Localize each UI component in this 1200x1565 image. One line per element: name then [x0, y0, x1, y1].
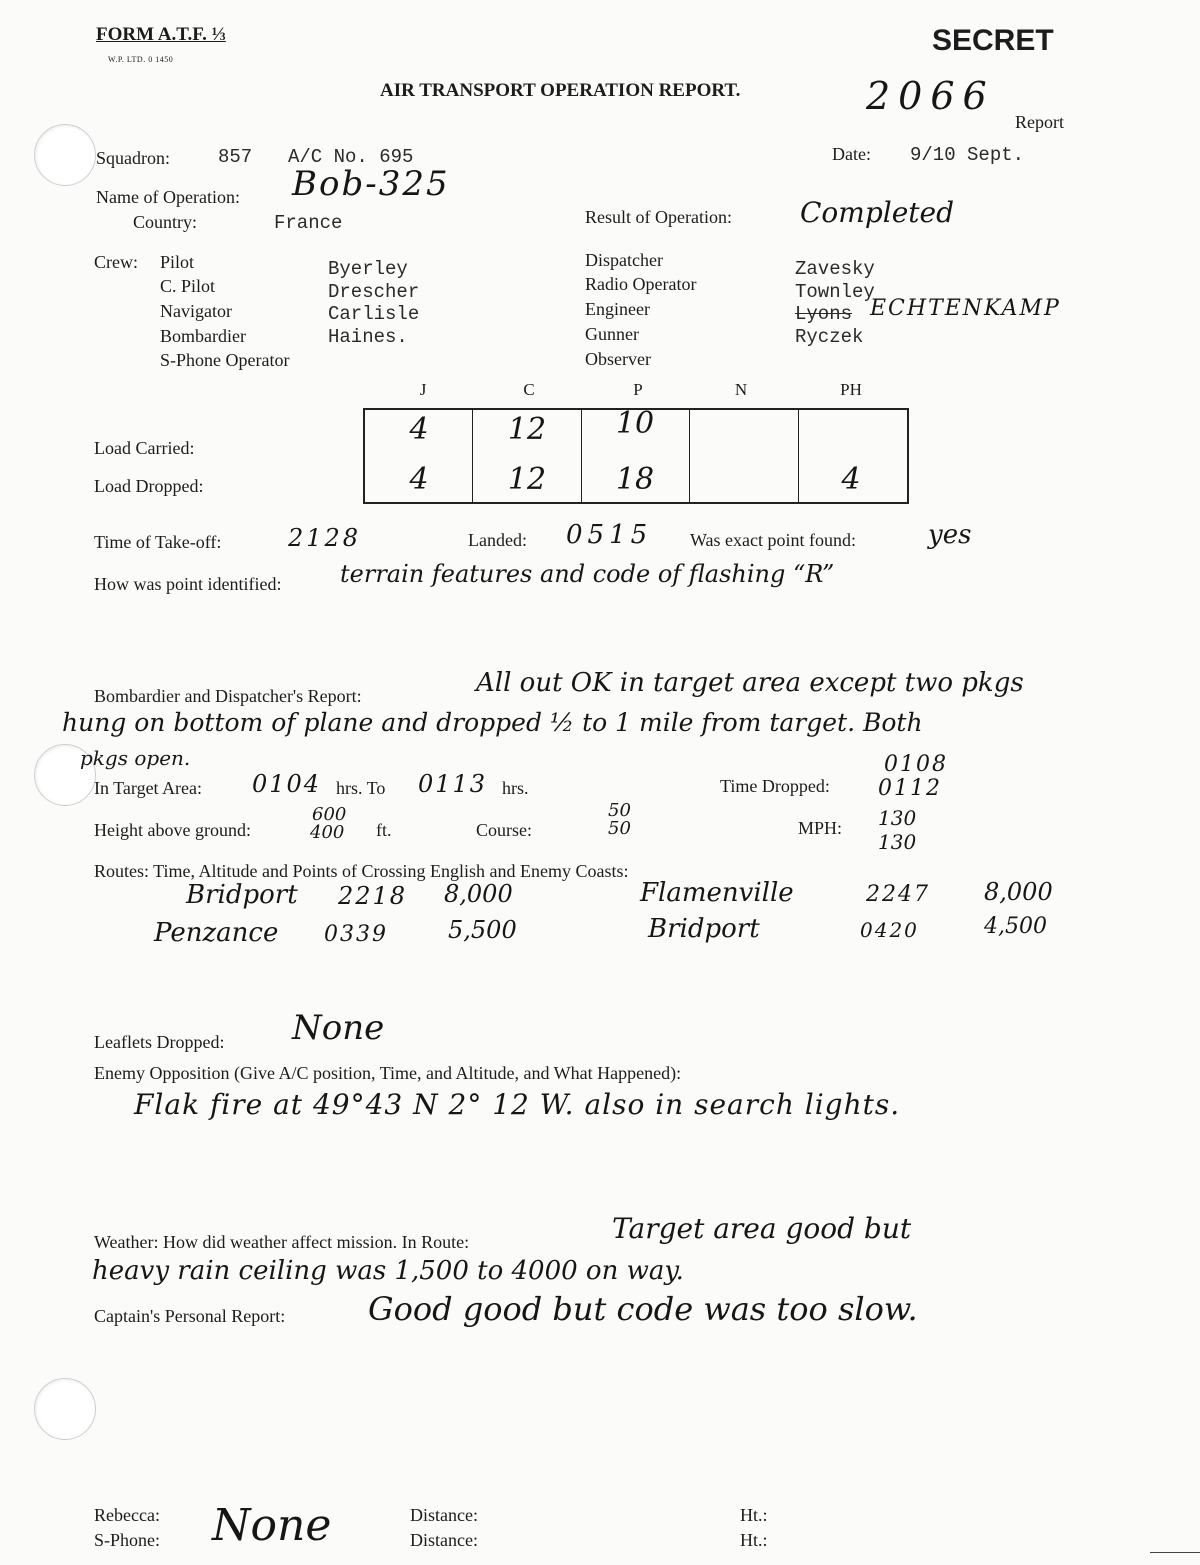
- weather-line2: heavy rain ceiling was 1,500 to 4000 on way.: [92, 1256, 684, 1286]
- route-2-english-point: Penzance: [154, 918, 279, 948]
- corner-mark: [1150, 1552, 1200, 1553]
- role-navigator: Navigator: [160, 301, 232, 321]
- bombardier-report-line2: hung on bottom of plane and dropped ½ to 1 mile from target. Both: [62, 708, 923, 737]
- carried-j: 4: [409, 412, 429, 447]
- carried-c: 12: [507, 412, 547, 447]
- load-carried-label: Load Carried:: [94, 438, 195, 458]
- time-dropped-2: 0112: [878, 776, 942, 801]
- rebecca-sphone-value: None: [212, 1500, 332, 1551]
- bombardier-report-label: Bombardier and Dispatcher's Report:: [94, 686, 362, 706]
- point-identified-label: How was point identified:: [94, 574, 282, 594]
- bombardier-report-line3: pkgs open.: [80, 746, 191, 770]
- carried-p: 10: [615, 406, 655, 441]
- load-col-ph: PH: [840, 380, 862, 399]
- punch-hole-top: [34, 124, 96, 186]
- dropped-j: 4: [409, 462, 429, 497]
- name-engineer-struck: Lyons: [795, 303, 853, 325]
- rebecca-height-label: Ht.:: [740, 1505, 768, 1525]
- operation-value: Bob-325: [292, 164, 450, 204]
- captain-report-label: Captain's Personal Report:: [94, 1306, 286, 1326]
- route-2-enemy-point: Bridport: [648, 914, 760, 944]
- target-area-label: In Target Area:: [94, 778, 203, 798]
- weather-label: Weather: How did weather affect mission. In Route:: [94, 1232, 470, 1252]
- exact-point-label: Was exact point found:: [690, 530, 857, 550]
- page-title: AIR TRANSPORT OPERATION REPORT.: [380, 80, 741, 101]
- exact-point-value: yes: [928, 520, 972, 550]
- enemy-opposition-value: Flak fire at 49°43 N 2° 12 W. also in search lights.: [134, 1088, 901, 1121]
- role-observer: Observer: [585, 349, 651, 369]
- date-label: Date:: [832, 144, 871, 164]
- landed-label: Landed:: [468, 530, 527, 550]
- height-value-2: 400: [310, 822, 345, 843]
- load-col-p: P: [633, 380, 643, 399]
- squadron-label: Squadron:: [96, 148, 170, 168]
- name-gunner: Ryczek: [795, 326, 864, 348]
- mph-value-1: 130: [878, 806, 917, 830]
- role-bombardier: Bombardier: [160, 326, 246, 346]
- date-value: 9/10 Sept.: [910, 144, 1025, 166]
- route-2-english-alt: 5,500: [448, 916, 517, 944]
- load-col-c: C: [523, 380, 535, 399]
- role-gunner: Gunner: [585, 324, 639, 344]
- sphone-label: S-Phone:: [94, 1530, 161, 1550]
- routes-label: Routes: Time, Altitude and Points of Crossing English and Enemy Coasts:: [94, 861, 629, 881]
- name-navigator: Carlisle: [328, 303, 420, 325]
- load-grid: [363, 408, 909, 504]
- operation-label: Name of Operation:: [96, 187, 240, 207]
- result-label: Result of Operation:: [585, 207, 732, 227]
- printer-mark: W.P. LTD. 0 1450: [108, 55, 174, 64]
- target-area-from: 0104: [252, 770, 322, 798]
- route-2-english-time: 0339: [324, 922, 388, 947]
- sphone-height-label: Ht.:: [740, 1530, 768, 1550]
- name-engineer-correction: ECHTENKAMP: [870, 296, 1061, 321]
- role-sphone-operator: S-Phone Operator: [160, 350, 290, 370]
- role-radio-operator: Radio Operator: [585, 274, 697, 294]
- rebecca-label: Rebecca:: [94, 1505, 160, 1525]
- punch-hole-bottom: [34, 1378, 96, 1440]
- load-col-n: N: [734, 380, 748, 399]
- role-dispatcher: Dispatcher: [585, 250, 663, 270]
- load-col-j: J: [419, 380, 427, 399]
- aircraft-number: A/C No. 695: [288, 146, 414, 168]
- time-dropped-1: 0108: [884, 752, 948, 777]
- role-engineer: Engineer: [585, 299, 650, 319]
- route-1-english-point: Bridport: [186, 880, 298, 910]
- landed-value: 0515: [566, 520, 653, 550]
- route-1-enemy-point: Flamenville: [640, 878, 794, 908]
- name-co-pilot: Drescher: [328, 281, 420, 303]
- target-hrs-to-label: hrs. To: [336, 778, 386, 798]
- mph-label: MPH:: [798, 818, 843, 838]
- route-1-enemy-alt: 8,000: [984, 878, 1053, 906]
- target-area-to: 0113: [418, 770, 488, 798]
- report-label: Report: [1015, 112, 1064, 132]
- takeoff-value: 2128: [288, 524, 362, 552]
- leaflets-label: Leaflets Dropped:: [94, 1032, 225, 1052]
- weather-line1: Target area good but: [612, 1212, 912, 1245]
- form-number: FORM A.T.F. ⅓: [96, 24, 226, 45]
- route-2-enemy-alt: 4,500: [984, 914, 1047, 939]
- bombardier-report-line1: All out OK in target area except two pkgs: [476, 668, 1024, 698]
- route-1-english-time: 2218: [338, 882, 408, 910]
- dropped-c: 12: [507, 462, 547, 497]
- target-hrs-label: hrs.: [502, 778, 529, 798]
- dropped-ph: 4: [841, 462, 861, 497]
- height-unit: ft.: [376, 820, 392, 840]
- sphone-distance-label: Distance:: [410, 1530, 478, 1550]
- country-label: Country:: [133, 212, 198, 232]
- load-dropped-label: Load Dropped:: [94, 476, 204, 496]
- point-identified-value: terrain features and code of flashing “R”: [340, 560, 835, 588]
- route-1-enemy-time: 2247: [866, 882, 930, 907]
- name-dispatcher: Zavesky: [795, 258, 875, 280]
- takeoff-label: Time of Take-off:: [94, 532, 222, 552]
- mph-value-2: 130: [878, 830, 917, 854]
- name-pilot: Byerley: [328, 258, 408, 280]
- route-2-enemy-time: 0420: [860, 918, 919, 942]
- time-dropped-label: Time Dropped:: [720, 776, 830, 796]
- role-pilot: Pilot: [160, 252, 195, 272]
- name-bombardier: Haines.: [328, 326, 408, 348]
- course-label: Course:: [476, 820, 532, 840]
- course-value-2: 50: [608, 818, 631, 839]
- role-co-pilot: C. Pilot: [160, 276, 216, 296]
- dropped-p: 18: [615, 462, 655, 497]
- height-value-1: 600: [312, 804, 347, 825]
- classification-stamp: SECRET: [932, 24, 1054, 57]
- crew-label: Crew:: [94, 252, 138, 272]
- country-value: France: [274, 212, 343, 234]
- rebecca-distance-label: Distance:: [410, 1505, 478, 1525]
- report-number: 2066: [866, 74, 995, 118]
- captain-report-value: Good good but code was too slow.: [368, 1290, 918, 1328]
- enemy-opposition-label: Enemy Opposition (Give A/C position, Time, and Altitude, and What Happened):: [94, 1063, 682, 1083]
- squadron-value: 857: [218, 146, 253, 168]
- result-value: Completed: [800, 196, 955, 229]
- route-1-english-alt: 8,000: [444, 880, 513, 908]
- height-label: Height above ground:: [94, 820, 251, 840]
- course-value-1: 50: [608, 800, 631, 821]
- leaflets-value: None: [292, 1008, 385, 1048]
- name-radio-operator: Townley: [795, 281, 875, 303]
